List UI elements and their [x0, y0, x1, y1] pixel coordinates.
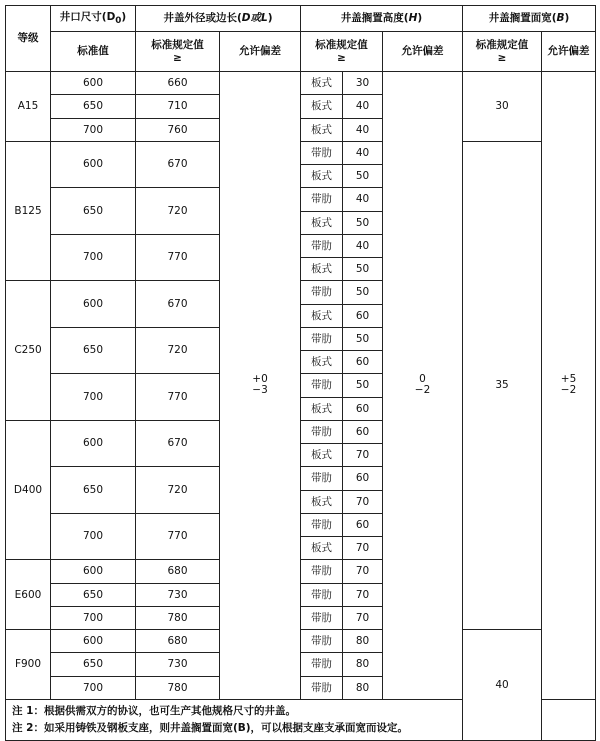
height-tolerance: 0 −2 — [383, 72, 463, 700]
opening-nominal-header: 标准值 — [51, 32, 136, 72]
height-value: 40 — [343, 188, 383, 211]
opening-value: 650 — [51, 95, 136, 118]
height-type: 带肋 — [301, 583, 343, 606]
cover-value: 720 — [136, 327, 220, 374]
height-type: 带肋 — [301, 630, 343, 653]
height-value: 70 — [343, 560, 383, 583]
note-line: 注 1：根据供需双方的协议，也可生产其他规格尺寸的井盖。 — [12, 704, 296, 717]
cover-spec-value-header: 标准规定值 ≥ — [136, 32, 220, 72]
cover-value: 770 — [136, 234, 220, 281]
seat-height-header: 井盖搁置高度(H) — [301, 6, 463, 32]
opening-value: 650 — [51, 188, 136, 235]
height-type: 带肋 — [301, 188, 343, 211]
height-type: 板式 — [301, 258, 343, 281]
cover-value: 760 — [136, 118, 220, 141]
width-tolerance-header: 允许偏差 — [542, 32, 596, 72]
opening-value: 600 — [51, 72, 136, 95]
height-value: 60 — [343, 351, 383, 374]
cover-tolerance: +0 −3 — [220, 72, 301, 700]
height-value: 60 — [343, 513, 383, 536]
opening-value: 600 — [51, 281, 136, 328]
height-type: 板式 — [301, 444, 343, 467]
height-value: 60 — [343, 397, 383, 420]
opening-size-header: 井口尺寸$(D_0)$ — [51, 6, 136, 32]
height-value: 70 — [343, 490, 383, 513]
opening-value: 600 — [51, 420, 136, 467]
seat-width-value: 35 — [463, 141, 542, 629]
table-row — [6, 72, 596, 95]
height-type: 板式 — [301, 490, 343, 513]
height-value: 80 — [343, 653, 383, 676]
cover-tolerance-header: 允许偏差 — [220, 32, 301, 72]
cover-value: 670 — [136, 281, 220, 328]
opening-value: 700 — [51, 513, 136, 560]
height-type: 板式 — [301, 211, 343, 234]
height-type: 板式 — [301, 397, 343, 420]
opening-value: 600 — [51, 630, 136, 653]
grade-header: 等级 — [6, 6, 51, 72]
height-type: 带肋 — [301, 676, 343, 699]
height-type: 板式 — [301, 118, 343, 141]
cover-value: 780 — [136, 606, 220, 629]
width-tolerance: +5 −2 — [542, 72, 596, 700]
height-value: 70 — [343, 537, 383, 560]
height-type: 板式 — [301, 351, 343, 374]
height-value: 60 — [343, 467, 383, 490]
grade-cell: A15 — [6, 72, 51, 142]
cover-value: 720 — [136, 467, 220, 514]
grade-cell: C250 — [6, 281, 51, 421]
height-type: 带肋 — [301, 513, 343, 536]
width-spec-value-header: 标准规定值 ≥ — [463, 32, 542, 72]
spec-table-container — [5, 5, 596, 741]
height-type: 板式 — [301, 304, 343, 327]
table-row — [6, 141, 596, 164]
height-type: 带肋 — [301, 234, 343, 257]
grade-cell: B125 — [6, 141, 51, 281]
cover-value: 770 — [136, 513, 220, 560]
height-type: 带肋 — [301, 653, 343, 676]
height-type: 带肋 — [301, 606, 343, 629]
cover-value: 670 — [136, 141, 220, 188]
height-value: 40 — [343, 95, 383, 118]
height-type: 带肋 — [301, 560, 343, 583]
height-value: 50 — [343, 165, 383, 188]
height-value: 50 — [343, 327, 383, 350]
grade-cell: E600 — [6, 560, 51, 630]
height-spec-value-header: 标准规定值 ≥ — [301, 32, 383, 72]
opening-value: 700 — [51, 676, 136, 699]
opening-value: 700 — [51, 234, 136, 281]
manhole-cover-spec-table — [5, 5, 596, 741]
height-value: 40 — [343, 234, 383, 257]
height-tolerance-header: 允许偏差 — [383, 32, 463, 72]
grade-cell: D400 — [6, 420, 51, 560]
height-value: 60 — [343, 304, 383, 327]
height-value: 50 — [343, 374, 383, 397]
height-value: 50 — [343, 281, 383, 304]
cover-value: 730 — [136, 583, 220, 606]
cover-value: 660 — [136, 72, 220, 95]
height-value: 50 — [343, 258, 383, 281]
notes-row — [6, 699, 596, 740]
cover-value: 780 — [136, 676, 220, 699]
height-value: 50 — [343, 211, 383, 234]
height-value: 30 — [343, 72, 383, 95]
opening-value: 700 — [51, 118, 136, 141]
opening-value: 600 — [51, 141, 136, 188]
height-type: 带肋 — [301, 467, 343, 490]
table-notes — [6, 699, 596, 740]
height-type: 板式 — [301, 72, 343, 95]
height-value: 40 — [343, 118, 383, 141]
opening-value: 700 — [51, 606, 136, 629]
opening-value: 700 — [51, 374, 136, 421]
table-row — [6, 630, 596, 653]
height-value: 40 — [343, 141, 383, 164]
cover-value: 720 — [136, 188, 220, 235]
height-value: 70 — [343, 444, 383, 467]
height-value: 80 — [343, 630, 383, 653]
cover-value: 710 — [136, 95, 220, 118]
height-type: 板式 — [301, 165, 343, 188]
cover-value: 770 — [136, 374, 220, 421]
seat-width-value: 40 — [463, 630, 542, 741]
opening-value: 600 — [51, 560, 136, 583]
cover-size-header: 井盖外径或边长(D或L) — [136, 6, 301, 32]
height-value: 60 — [343, 420, 383, 443]
height-type: 板式 — [301, 95, 343, 118]
height-value: 70 — [343, 583, 383, 606]
height-type: 带肋 — [301, 141, 343, 164]
note-line: 注 2：如采用铸铁及钢板支座，则井盖搁置面宽(B)，可以根据支座支承面宽而设定。 — [12, 721, 409, 734]
cover-value: 680 — [136, 560, 220, 583]
height-type: 板式 — [301, 537, 343, 560]
height-type: 带肋 — [301, 420, 343, 443]
opening-value: 650 — [51, 327, 136, 374]
cover-value: 680 — [136, 630, 220, 653]
seat-width-value: 30 — [463, 72, 542, 142]
opening-value: 650 — [51, 653, 136, 676]
height-value: 80 — [343, 676, 383, 699]
opening-value: 650 — [51, 583, 136, 606]
grade-cell: F900 — [6, 630, 51, 700]
seat-width-header: 井盖搁置面宽(B) — [463, 6, 596, 32]
height-value: 70 — [343, 606, 383, 629]
height-type: 带肋 — [301, 374, 343, 397]
opening-value: 650 — [51, 467, 136, 514]
cover-value: 670 — [136, 420, 220, 467]
cover-value: 730 — [136, 653, 220, 676]
height-type: 带肋 — [301, 327, 343, 350]
height-type: 带肋 — [301, 281, 343, 304]
